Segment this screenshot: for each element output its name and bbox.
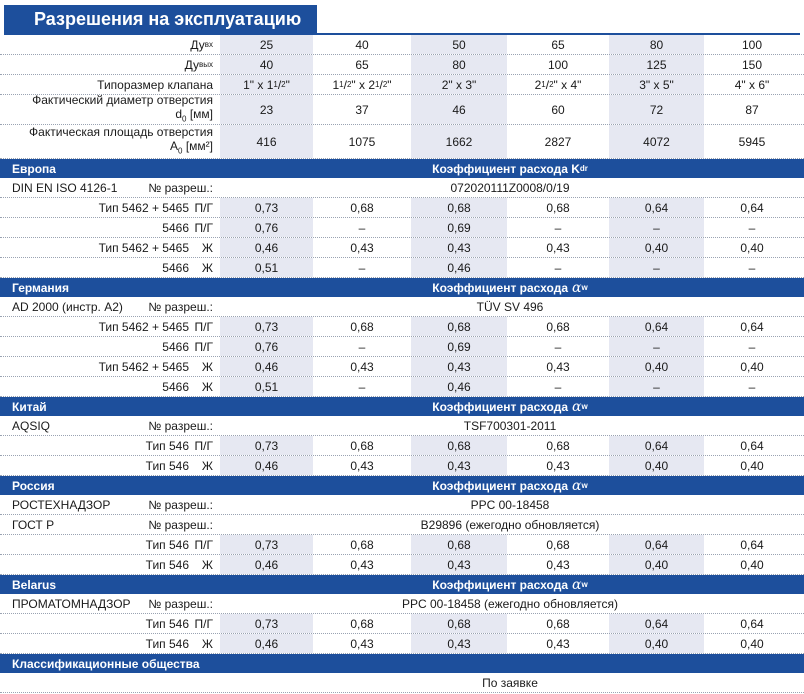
value-cell: 65 xyxy=(355,57,369,72)
header-row xyxy=(0,125,804,159)
value-cell: 1662 xyxy=(411,125,507,158)
value-cell: 0,43 xyxy=(350,557,374,572)
value-cell: 0,43 xyxy=(350,240,374,255)
row-label: Ду вх xyxy=(190,37,213,52)
value-cell: – xyxy=(609,218,704,237)
value-cell: 2 1 / 2 " x 4" xyxy=(534,77,582,92)
coefficient-row xyxy=(0,337,804,357)
value-cell: 0,40 xyxy=(740,636,764,651)
valve-type-label: 5466 П/Г xyxy=(162,339,213,354)
coefficient-row xyxy=(0,436,804,456)
value-cell: 0,64 xyxy=(740,537,764,552)
valve-type-label: Тип 546 П/Г xyxy=(145,616,213,631)
value-cell: – xyxy=(609,337,704,356)
section-header xyxy=(0,654,804,673)
value-cell: 40 xyxy=(220,55,313,74)
value-cell: 0,46 xyxy=(411,377,507,396)
value-cell: 0,43 xyxy=(546,458,570,473)
section-name: Германия xyxy=(12,280,70,295)
value-cell: 150 xyxy=(741,57,763,72)
value-cell: 0,73 xyxy=(220,436,313,455)
value-cell: – xyxy=(748,339,756,354)
value-cell: 80 xyxy=(411,55,507,74)
value-cell: 0,68 xyxy=(411,436,507,455)
value-cell: 0,68 xyxy=(546,616,570,631)
row-label: Фактическая площадь отверстия $A_0$ [мм²] xyxy=(29,124,213,156)
value-cell: 2" x 3" xyxy=(411,75,507,94)
value-cell: 0,43 xyxy=(546,636,570,651)
value-cell: 0,40 xyxy=(740,240,764,255)
value-cell: 0,43 xyxy=(411,634,507,653)
valve-type-label: 5466 Ж xyxy=(162,379,213,394)
value-cell: 0,46 xyxy=(220,555,313,574)
value-cell: 0,46 xyxy=(220,238,313,257)
coefficient-row xyxy=(0,218,804,238)
approval-body: DIN EN ISO 4126-1 xyxy=(12,180,118,195)
permit-label: № разреш.: xyxy=(148,180,213,195)
value-cell: – xyxy=(554,260,562,275)
permit-number: TSF700301-2011 xyxy=(463,418,557,433)
value-cell: 25 xyxy=(220,35,313,54)
section-name: Европа xyxy=(12,161,56,176)
value-cell: 40 xyxy=(355,37,369,52)
value-cell: 0,64 xyxy=(609,436,704,455)
permit-label: № разреш.: xyxy=(148,497,213,512)
value-cell: 100 xyxy=(741,37,763,52)
value-cell: – xyxy=(554,379,562,394)
coefficient-row xyxy=(0,535,804,555)
permit-label: № разреш.: xyxy=(148,596,213,611)
approvals-table xyxy=(0,35,804,693)
section-header xyxy=(0,159,804,178)
permit-label: № разреш.: xyxy=(148,299,213,314)
value-cell: 0,43 xyxy=(411,555,507,574)
value-cell: 65 xyxy=(551,37,565,52)
permit-row xyxy=(0,515,804,535)
permit-row xyxy=(0,495,804,515)
value-cell: 37 xyxy=(355,102,369,117)
value-cell: 2827 xyxy=(544,134,572,149)
section-name: Классификационные общества xyxy=(12,656,200,671)
row-label: Фактический диаметр отверстия $d_0$ [мм] xyxy=(32,92,213,124)
value-cell: – xyxy=(609,377,704,396)
permit-number: PPC 00-18458 (ежегодно обновляется) xyxy=(401,596,619,611)
value-cell: 0,64 xyxy=(609,317,704,336)
value-cell: – xyxy=(609,258,704,277)
approval-body: AD 2000 (инстр. А2) xyxy=(12,299,123,314)
value-cell: 0,46 xyxy=(220,456,313,475)
value-cell: 50 xyxy=(411,35,507,54)
value-cell: 0,73 xyxy=(220,198,313,217)
value-cell: 125 xyxy=(609,55,704,74)
value-cell: – xyxy=(554,339,562,354)
coefficient-row xyxy=(0,614,804,634)
valve-type-label: Тип 5462 + 5465 П/Г xyxy=(98,319,213,334)
value-cell: 0,46 xyxy=(220,357,313,376)
value-cell: 0,64 xyxy=(609,535,704,554)
coefficient-row xyxy=(0,634,804,654)
coefficient-row xyxy=(0,357,804,377)
valve-type-label: 5466 П/Г xyxy=(162,220,213,235)
value-cell: 0,73 xyxy=(220,317,313,336)
value-cell: 1075 xyxy=(348,134,376,149)
value-cell: 72 xyxy=(609,95,704,124)
value-cell: 0,68 xyxy=(411,535,507,554)
permit-number: 072020111Z0008/0/19 xyxy=(450,180,570,195)
value-cell: 0,40 xyxy=(740,359,764,374)
value-cell: – xyxy=(554,220,562,235)
coefficient-row xyxy=(0,238,804,258)
coefficient-row xyxy=(0,317,804,337)
value-cell: 0,64 xyxy=(609,198,704,217)
value-cell: 0,64 xyxy=(740,319,764,334)
coefficient-row xyxy=(0,198,804,218)
header-row xyxy=(0,35,804,55)
valve-type-label: Тип 546 Ж xyxy=(145,636,213,651)
value-cell: 4" x 6" xyxy=(734,77,770,92)
valve-type-label: Тип 546 П/Г xyxy=(145,438,213,453)
valve-type-label: Тип 546 Ж xyxy=(145,458,213,473)
value-cell: 0,69 xyxy=(411,337,507,356)
section-coefficient xyxy=(220,654,800,673)
value-cell: 0,43 xyxy=(411,357,507,376)
permit-number: По заявке xyxy=(482,675,538,690)
approval-body: РОСТЕХНАДЗОР xyxy=(12,497,111,512)
value-cell: 60 xyxy=(551,102,565,117)
value-cell: 0,68 xyxy=(411,614,507,633)
value-cell: 100 xyxy=(547,57,569,72)
value-cell: 0,68 xyxy=(411,317,507,336)
section-header xyxy=(0,397,804,416)
value-cell: 80 xyxy=(609,35,704,54)
permit-number: TÜV SV 496 xyxy=(476,299,544,314)
value-cell: 0,68 xyxy=(350,200,374,215)
valve-type-label: Тип 5462 + 5465 Ж xyxy=(98,240,213,255)
value-cell: 0,68 xyxy=(350,616,374,631)
approval-body: ПРОМАТОМНАДЗОР xyxy=(12,596,131,611)
value-cell: 0,73 xyxy=(220,535,313,554)
section-header xyxy=(0,278,804,297)
coefficient-row xyxy=(0,258,804,278)
header-row xyxy=(0,55,804,75)
value-cell: 0,40 xyxy=(609,238,704,257)
value-cell: 0,76 xyxy=(220,337,313,356)
value-cell: 0,68 xyxy=(546,438,570,453)
permit-label: № разреш.: xyxy=(148,517,213,532)
section-name: Россия xyxy=(12,478,55,493)
value-cell: 0,43 xyxy=(411,238,507,257)
valve-type-label: 5466 Ж xyxy=(162,260,213,275)
permit-row xyxy=(0,673,804,693)
approval-body: AQSIQ xyxy=(12,418,51,433)
value-cell: 87 xyxy=(745,102,759,117)
approval-body: ГОСТ Р xyxy=(12,517,55,532)
value-cell: – xyxy=(748,379,756,394)
value-cell: 23 xyxy=(220,95,313,124)
value-cell: 0,64 xyxy=(609,614,704,633)
row-label: Типоразмер клапана xyxy=(97,77,213,92)
section-header xyxy=(0,476,804,495)
section-name: Belarus xyxy=(12,577,57,592)
value-cell: 0,51 xyxy=(220,258,313,277)
value-cell: 4072 xyxy=(609,125,704,158)
value-cell: 0,51 xyxy=(220,377,313,396)
value-cell: 0,73 xyxy=(220,614,313,633)
value-cell: – xyxy=(358,379,366,394)
value-cell: 0,43 xyxy=(546,359,570,374)
value-cell: 0,40 xyxy=(609,357,704,376)
row-label: Ду вых xyxy=(184,57,213,72)
permit-row xyxy=(0,416,804,436)
value-cell: – xyxy=(358,339,366,354)
header-row xyxy=(0,92,804,125)
value-cell: 5945 xyxy=(738,134,766,149)
section-coefficient: Коэффициент расхода α w xyxy=(432,398,588,415)
value-cell: 0,40 xyxy=(740,557,764,572)
valve-type-label: Тип 546 П/Г xyxy=(145,537,213,552)
page-title: Разрешения на эксплуатацию xyxy=(4,5,317,33)
coefficient-row xyxy=(0,555,804,575)
value-cell: – xyxy=(358,220,366,235)
value-cell: 416 xyxy=(220,125,313,158)
value-cell: 0,69 xyxy=(411,218,507,237)
value-cell: 0,68 xyxy=(546,200,570,215)
value-cell: 0,40 xyxy=(609,555,704,574)
value-cell: 0,43 xyxy=(350,359,374,374)
valve-type-label: Тип 5462 + 5465 П/Г xyxy=(98,200,213,215)
value-cell: – xyxy=(748,220,756,235)
coefficient-row xyxy=(0,456,804,476)
value-cell: 46 xyxy=(411,95,507,124)
section-coefficient: Коэффициент расхода α w xyxy=(432,279,588,296)
value-cell: 0,68 xyxy=(350,537,374,552)
value-cell: 0,43 xyxy=(350,458,374,473)
coefficient-row xyxy=(0,377,804,397)
value-cell: 0,40 xyxy=(740,458,764,473)
section-header xyxy=(0,575,804,594)
value-cell: 3" x 5" xyxy=(609,75,704,94)
value-cell: 1" x 1 1 / 2 " xyxy=(220,75,313,94)
section-name: Китай xyxy=(12,399,47,414)
value-cell: 0,43 xyxy=(350,636,374,651)
value-cell: 0,68 xyxy=(350,438,374,453)
value-cell: 0,40 xyxy=(609,634,704,653)
section-coefficient: Коэффициент расхода α w xyxy=(432,576,588,593)
value-cell: 0,46 xyxy=(220,634,313,653)
value-cell: – xyxy=(358,260,366,275)
value-cell: 0,64 xyxy=(740,616,764,631)
value-cell: 0,64 xyxy=(740,200,764,215)
valve-type-label: Тип 546 Ж xyxy=(145,557,213,572)
valve-type-label: Тип 5462 + 5465 Ж xyxy=(98,359,213,374)
permit-row xyxy=(0,178,804,198)
permit-row xyxy=(0,297,804,317)
value-cell: 0,76 xyxy=(220,218,313,237)
permit-row xyxy=(0,594,804,614)
permit-number: B29896 (ежегодно обновляется) xyxy=(420,517,600,532)
value-cell: 1 1 / 2 " x 2 1 / 2 " xyxy=(332,77,392,92)
value-cell: 0,64 xyxy=(740,438,764,453)
value-cell: 0,68 xyxy=(411,198,507,217)
value-cell: 0,68 xyxy=(546,319,570,334)
value-cell: 0,43 xyxy=(546,240,570,255)
permit-number: PPC 00-18458 xyxy=(470,497,550,512)
value-cell: 0,43 xyxy=(411,456,507,475)
permit-label: № разреш.: xyxy=(148,418,213,433)
value-cell: 0,46 xyxy=(411,258,507,277)
section-coefficient: Коэффициент расхода α w xyxy=(432,477,588,494)
value-cell: 0,68 xyxy=(546,537,570,552)
section-coefficient: Коэффициент расхода K dr xyxy=(432,161,588,176)
value-cell: 0,43 xyxy=(546,557,570,572)
value-cell: – xyxy=(748,260,756,275)
value-cell: 0,40 xyxy=(609,456,704,475)
value-cell: 0,68 xyxy=(350,319,374,334)
